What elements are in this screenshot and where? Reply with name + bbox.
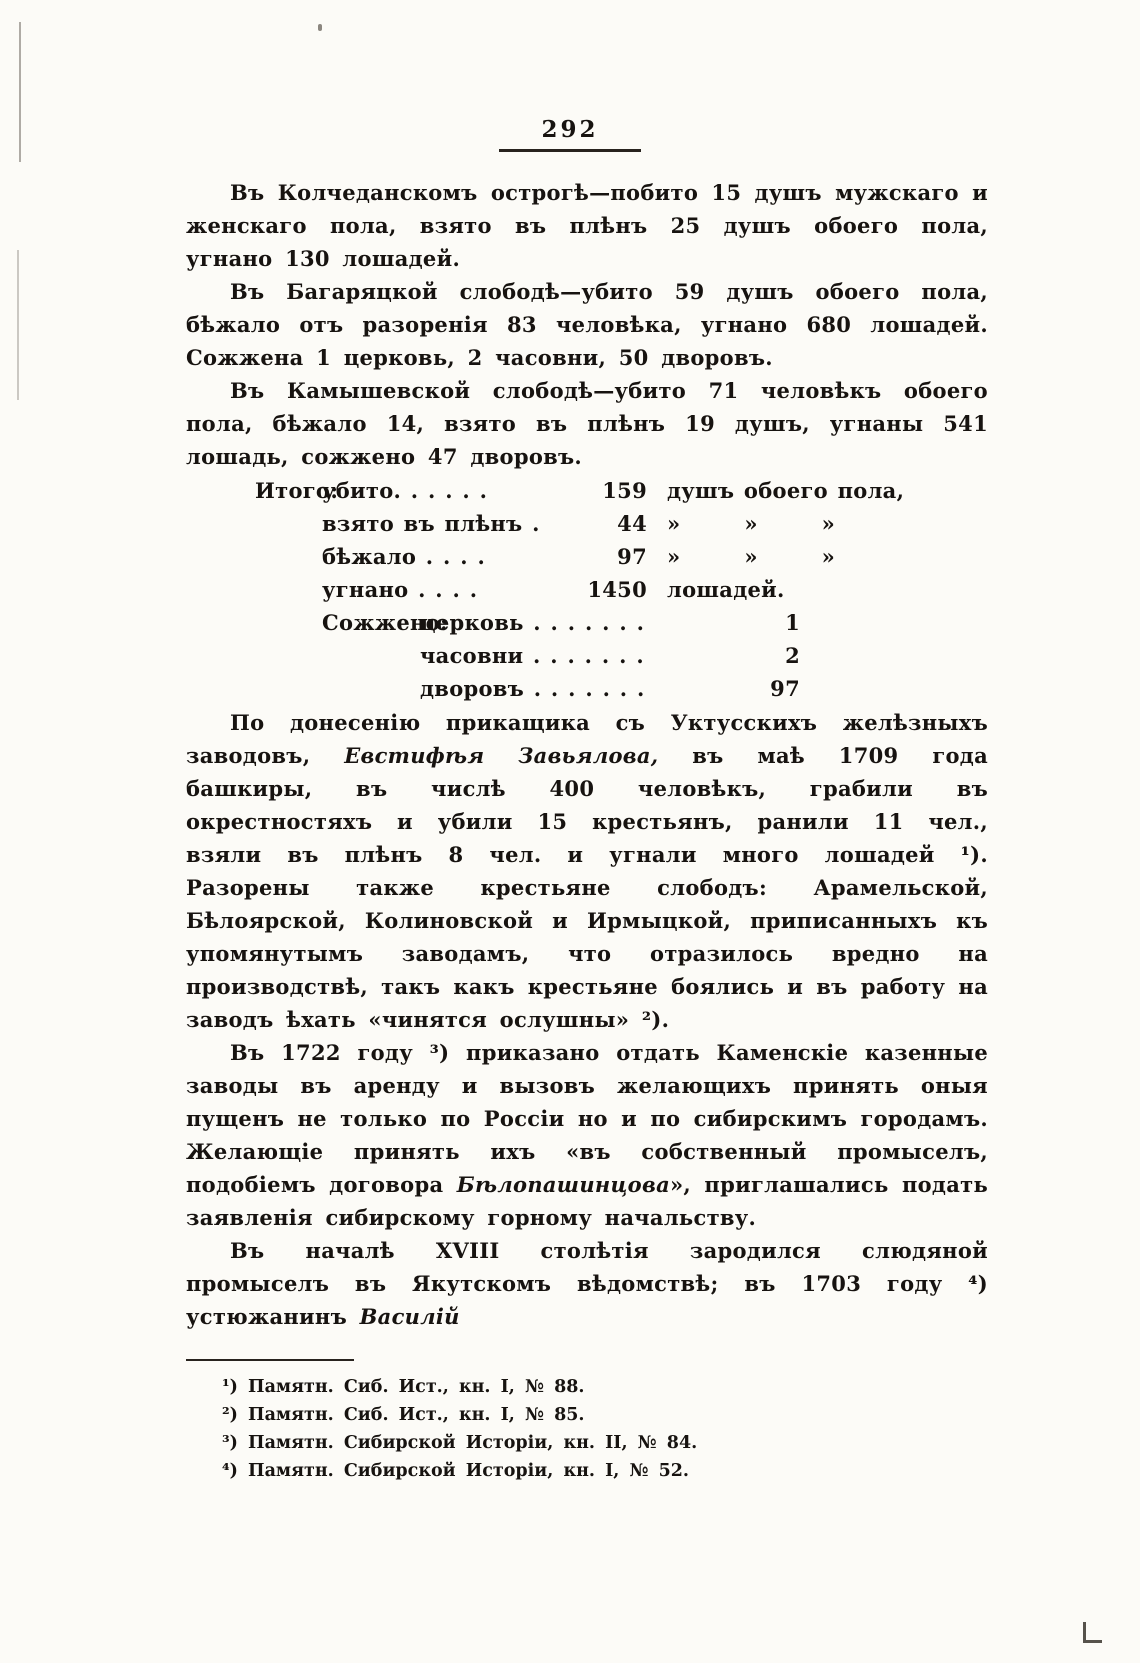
paragraph-text: въ маѣ 1709 года башкиры, въ числѣ 400 человѣкъ, грабили въ окрестностяхъ и убили 15 крестьянъ, ранили 11 чел., взяли въ плѣнъ 8 чел. и угнали много лошадей ¹). Разорены также крестьяне слободъ: Арамельской, Бѣлоярской, Колиновской и Ирмыцкой, приписанныхъ къ упомянутымъ заводамъ, что отразилось вредно на производствѣ, такъ какъ крестьяне боялись и въ работу на заводъ ѣхать «чинятся ослушны» ²).: [186, 743, 988, 1032]
summary-item: часовни . . . . . . .: [420, 643, 644, 668]
footnote-1: ¹) Памятн. Сиб. Ист., кн. I, № 88.: [222, 1377, 585, 1397]
paragraph-1722-decree: [186, 1036, 988, 1234]
casualty-summary: [186, 474, 988, 705]
summary-value: 2: [785, 643, 800, 668]
summary-value: 97: [770, 676, 800, 701]
summary-unit: » » »: [667, 511, 836, 536]
summary-item: дворовъ . . . . . . .: [420, 676, 645, 701]
paragraph-text: Въ Камышевской слободѣ—убито 71 человѣкъ обоего пола, бѣжало 14, взято въ плѣнъ 19 душъ, угнаны 541 лошадь, сожжено 47 дворовъ.: [186, 378, 988, 469]
summary-value: 1450: [587, 577, 647, 602]
paragraph-text: Въ началѣ XVIII столѣтія зародился слюдяной промыселъ въ Якутскомъ вѣдомствѣ; въ 1703 году ⁴) устюжанинъ: [186, 1238, 988, 1329]
summary-prefix-burned: Сожжено:: [322, 610, 449, 635]
paragraph-text: », приглашались подать заявленія сибирскому горному начальству.: [186, 1172, 988, 1230]
person-name-belopashintsov: Бѣлопашинцова: [456, 1172, 670, 1197]
summary-row-killed: [186, 474, 988, 507]
summary-unit: душъ обоего пола,: [667, 478, 905, 503]
paragraph-text: Въ Багаряцкой слободѣ—убито 59 душъ обоего пола, бѣжало отъ разоренія 83 человѣка, угнано 680 лошадей. Сожжена 1 церковь, 2 часовни, 50 дворовъ.: [186, 279, 988, 370]
summary-value: 1: [785, 610, 800, 635]
summary-prefix-empty: [255, 507, 322, 540]
footnotes-block: [222, 1373, 988, 1485]
footnote-2: ²) Памятн. Сиб. Ист., кн. I, № 85.: [222, 1405, 585, 1425]
summary-prefix-empty: [322, 672, 420, 705]
footnote-3: ³) Памятн. Сибирской Исторіи, кн. II, № 84.: [222, 1433, 698, 1453]
summary-row-fled: [186, 540, 988, 573]
summary-unit: » » »: [667, 544, 836, 569]
summary-item: убито. . . . . .: [322, 478, 488, 503]
summary-row-burned-yards: [186, 672, 988, 705]
paragraph-kolchedansky-ostrog: [186, 176, 988, 275]
scan-mark-left-top: [19, 22, 21, 162]
scan-mark-corner: [1083, 1622, 1102, 1643]
summary-prefix-total: Итого:: [255, 478, 339, 503]
paragraph-kamyshevskaya-sloboda: [186, 374, 988, 473]
summary-item: церковь . . . . . . .: [420, 610, 645, 635]
person-name-vasiliy: Василій: [359, 1304, 460, 1329]
summary-item: бѣжало . . . .: [322, 544, 486, 569]
paragraph-mica-trade: [186, 1234, 988, 1333]
page-body-text: [186, 176, 988, 1333]
scan-mark-left-mid: [17, 250, 19, 400]
page-header: [0, 0, 1140, 152]
summary-value: 159: [602, 478, 647, 503]
paragraph-text: По донесенію прикащика съ Уктусскихъ желѣзныхъ заводовъ,: [186, 710, 988, 768]
summary-item: угнано . . . .: [322, 577, 478, 602]
paragraph-text: Въ Колчеданскомъ острогѣ—побито 15 душъ мужскаго и женскаго пола, взято въ плѣнъ 25 душъ обоего пола, угнано 130 лошадей.: [186, 180, 988, 271]
paragraph-uktus-report: [186, 706, 988, 1036]
page-number: 292: [499, 116, 640, 152]
summary-row-driven-away: [186, 573, 988, 606]
footnote-4: ⁴) Памятн. Сибирской Исторіи, кн. I, № 52.: [222, 1461, 690, 1481]
paragraph-text: Въ 1722 году ³) приказано отдать Каменскіе казенные заводы въ аренду и вызовъ желающихъ принять оныя пущенъ не только по Россіи но и по сибирскимъ городамъ. Желающіе принять ихъ «въ собственный промыселъ, подобіемъ договора: [186, 1040, 988, 1197]
paragraph-bagaryatskaya-sloboda: [186, 275, 988, 374]
summary-prefix-empty: [322, 639, 420, 672]
scan-mark-speck: [318, 24, 322, 31]
summary-row-burned-chapels: [186, 639, 988, 672]
summary-row-burned-church: [186, 606, 988, 639]
summary-prefix-empty: [255, 573, 322, 606]
footnote-divider: [186, 1359, 354, 1361]
summary-value: 44: [617, 511, 647, 536]
summary-value: 97: [617, 544, 647, 569]
summary-item: взято въ плѣнъ .: [322, 511, 540, 536]
summary-row-captured: [186, 507, 988, 540]
summary-unit: лошадей.: [667, 577, 785, 602]
person-name-zavyalov: Евстифѣя Завьялова,: [344, 743, 659, 768]
summary-prefix-empty: [255, 540, 322, 573]
